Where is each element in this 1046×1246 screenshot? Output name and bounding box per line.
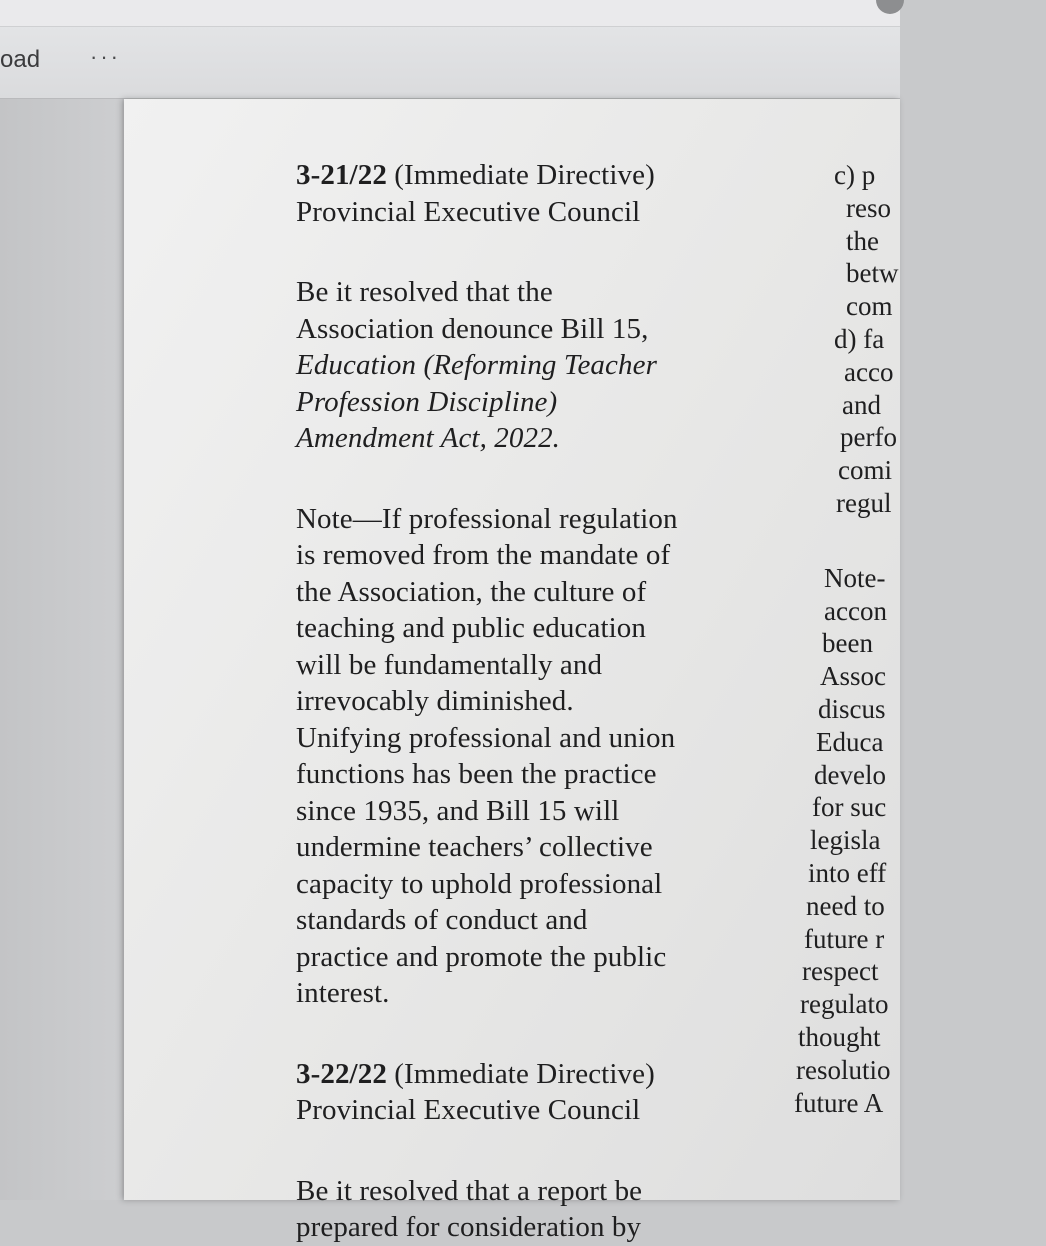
note-line: irrevocably diminished. <box>296 685 574 717</box>
right-line: regulato <box>800 989 889 1020</box>
resolution-sponsor: Provincial Executive Council <box>296 1094 641 1126</box>
right-line: c) p <box>834 160 876 190</box>
note-line: practice and promote the public <box>296 940 667 973</box>
right-line: legisla <box>810 825 881 856</box>
right-line: perfo <box>840 422 897 453</box>
note-line: standards of conduct and <box>296 904 588 936</box>
right-line: Assoc <box>820 661 886 692</box>
resolution-body-line: Association denounce Bill 15, <box>296 312 649 345</box>
right-line: accon <box>824 595 887 626</box>
right-line: discus <box>818 693 886 724</box>
browser-toolbar <box>0 0 900 99</box>
left-column <box>296 157 766 1246</box>
download-tab-label[interactable]: oad <box>0 46 41 73</box>
bill-title-line: Amendment Act, 2022. <box>296 422 561 454</box>
resolution-body-line: prepared for consideration by <box>296 1211 642 1243</box>
resolution-number: 3-22/22 <box>296 1057 387 1090</box>
note-line: undermine teachers’ collective <box>296 831 653 863</box>
note-line: functions has been the practice <box>296 758 657 790</box>
right-line: com <box>846 291 893 322</box>
right-line: into eff <box>808 857 887 888</box>
resolution-number: 3-21/22 <box>296 159 387 191</box>
right-line: develo <box>814 759 886 790</box>
right-line: thought <box>798 1021 881 1052</box>
note-line: capacity to uphold professional <box>296 867 663 900</box>
right-line: d) fa <box>834 323 885 354</box>
note-line: teaching and public education <box>296 612 646 644</box>
resolution-body-line: Be it resolved that the <box>296 276 553 308</box>
toolbar-top-strip <box>0 0 900 27</box>
right-line: and <box>842 389 881 420</box>
note-line: interest. <box>296 977 390 1009</box>
resolution-type: (Immediate Directive) <box>386 1057 655 1090</box>
right-line: comi <box>838 455 892 486</box>
right-line: betw <box>846 258 899 289</box>
right-line: Educa <box>816 726 884 757</box>
bill-title-line: Education (Reforming Teacher <box>296 349 657 381</box>
resolution-sponsor: Provincial Executive Council <box>296 195 641 228</box>
right-line: regul <box>836 487 892 518</box>
resolution-body-line: Be it resolved that a report be <box>296 1174 643 1207</box>
right-line: for suc <box>812 792 887 823</box>
right-line: respect <box>802 956 879 987</box>
right-line: been <box>822 628 873 659</box>
right-line: need to <box>806 890 885 921</box>
sidebar-panel <box>0 99 122 1200</box>
note-line: since 1935, and Bill 15 will <box>296 794 620 827</box>
note-line: Unifying professional and union <box>296 721 676 754</box>
right-column-partial <box>794 159 1014 1119</box>
right-line: future r <box>804 923 885 954</box>
note-line: the Association, the culture of <box>296 575 647 608</box>
right-line: the <box>846 225 879 256</box>
resolution-type: (Immediate Directive) <box>386 159 655 191</box>
note-line: is removed from the mandate of <box>296 539 671 571</box>
right-line: future A <box>794 1087 884 1118</box>
note-line: Note—If professional regulation <box>296 502 678 535</box>
right-line: reso <box>846 192 891 223</box>
more-icon[interactable]: ··· <box>90 44 121 69</box>
note-line: will be fundamentally and <box>296 648 603 681</box>
resolution-header <box>296 157 766 194</box>
right-line: Note- <box>824 562 886 593</box>
right-line: resolutio <box>796 1054 891 1085</box>
resolution-3-22-22 <box>296 1056 766 1246</box>
resolution-header <box>296 1056 766 1093</box>
document-page <box>124 99 900 1243</box>
right-line: acco <box>844 356 894 387</box>
resolution-3-21-22 <box>296 157 766 1012</box>
bill-title-line: Profession Discipline) <box>296 385 558 418</box>
